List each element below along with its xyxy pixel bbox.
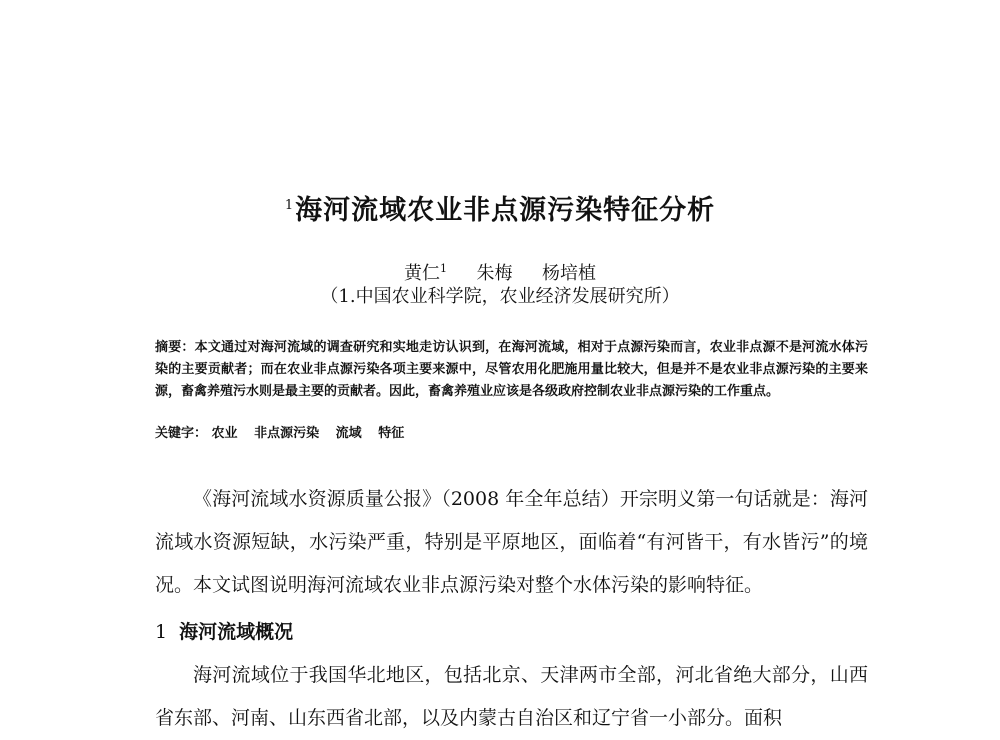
- title-text: 海河流域农业非点源污染特征分析: [295, 195, 716, 226]
- keyword: 农业: [211, 426, 238, 441]
- keywords-label: 关键字：: [155, 426, 208, 441]
- author-2: 朱梅: [476, 263, 513, 284]
- author-1: 黄仁: [404, 263, 441, 284]
- title-footnote-mark: 1: [284, 198, 295, 213]
- keyword: 流域: [335, 426, 362, 441]
- keywords: [155, 423, 868, 445]
- keyword: 特征: [378, 426, 405, 441]
- paper-title: [0, 186, 1000, 231]
- author-3: 杨培植: [541, 263, 596, 284]
- section-title: 海河流域概况: [179, 621, 294, 643]
- section-number: 1: [155, 621, 168, 643]
- section-heading-1: [155, 611, 293, 654]
- body-paragraph-1: 《海河流域水资源质量公报》（2008 年全年总结）开宗明义第一句话就是：海河流域水资源短缺，水污染严重，特别是平原地区，面临着“有河皆干，有水皆污”的境况。本文试图说明海河流域农业非点源污染对整个水体污染的影响特征。: [155, 488, 868, 596]
- body-paragraph-2: 海河流域位于我国华北地区，包括北京、天津两市全部，河北省绝大部分，山西省东部、河南、山东西省北部，以及内蒙古自治区和辽宁省一小部分。面积: [155, 664, 868, 729]
- author-1-affiliation-mark: 1: [440, 262, 448, 275]
- keyword: 非点源污染: [254, 426, 320, 441]
- abstract-text: 本文通过对海河流域的调查研究和实地走访认识到，在海河流域，相对于点源污染而言，农业非点源不是河流水体污染的主要贡献者；而在农业非点源污染各项主要来源中，尽管农用化肥施用量比较大，但是并不是农业非点源污染的主要来源，畜禽养殖污水则是最主要的贡献者。因此，畜禽养殖业应该是各级政府控制农业非点源污染的工作重点。: [155, 340, 868, 399]
- affiliation: （1.中国农业科学院，农业经济发展研究所）: [320, 286, 680, 307]
- abstract-label: 摘要：: [155, 340, 195, 355]
- abstract: [155, 337, 868, 403]
